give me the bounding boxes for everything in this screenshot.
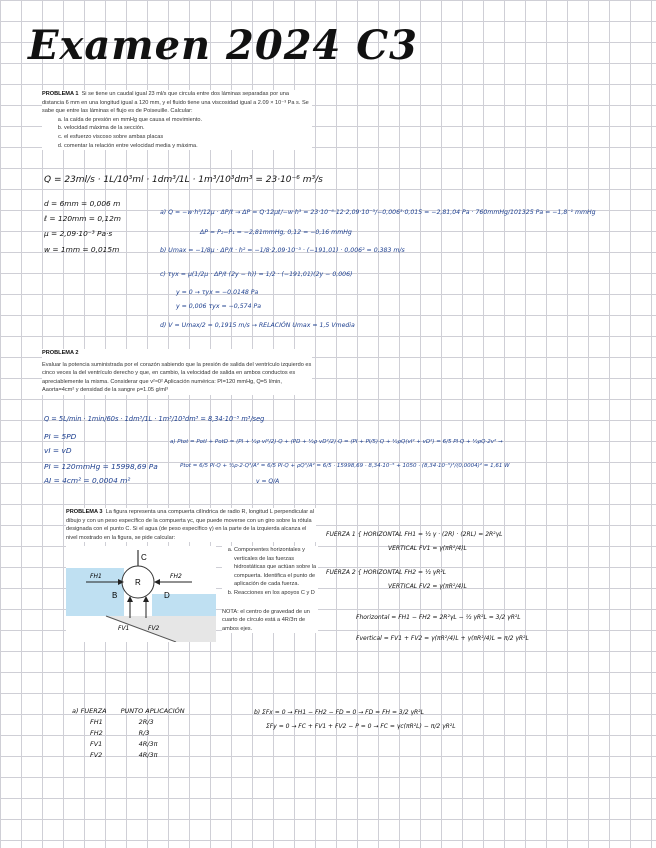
p2-work-area: AI = 4cm² = 0,0004 m² — [44, 476, 131, 485]
gate-figure — [66, 546, 216, 642]
p3-force2-v: VERTICAL FV2 = γ(πR²/4)L — [388, 583, 467, 590]
problem-1-item: c. el esfuerzo viscoso sobre ambas placas — [64, 133, 312, 142]
table-row — [72, 717, 199, 728]
problem-3-statement: La figura representa una compuerta cilíndrica de radio R, longitud L perpendicular al dibujo y con un peso específico de la compuerta γc, que puede moverse con un giro sobre la rótula designada con el punto C. Si el agua (de peso específico γ) en la parte de la izquierda alcanza el nivel mostrado en la figura, se pide calcular: — [66, 509, 315, 541]
p1-solution-a: a) Q = −w·h³/12μ · ΔP/ℓ → ΔP = Q·12μℓ/−w·h³ = 23·10⁻⁶·12·2,09·10⁻³/−0,006³·0,015 = −2,81,04 Pa · 760mmHg/101325 Pa = −1,8⁻¹ mmHg — [160, 209, 596, 216]
p3-fvertical: Fvertical = FV1 + FV2 = γ(πR²/4)L + γ(πR²/4)L = π/2 γR²L — [356, 635, 529, 642]
label-fh1: FH1 — [90, 573, 102, 580]
p3-force2-h: FUERZA 2 { HORIZONTAL FH2 = ½ γR²L — [326, 569, 447, 576]
table-cell: 4R/3π — [138, 740, 158, 748]
label-d: D — [164, 591, 170, 600]
gate-figure-svg — [66, 546, 216, 642]
problem-1-heading: PROBLEMA 1 — [42, 91, 79, 97]
p1-solution-a2: ΔP = P₂−P₁ = −2,81mmHg, 0,12 = −0,16 mmHg — [200, 229, 352, 236]
p1-work-d: d = 6mm = 0,006 m — [44, 199, 121, 208]
problem-3-item: b. Reacciones en los apoyos C y D — [234, 589, 318, 598]
problem-1-statement: Si se tiene un caudal igual 23 ml/s que circula entre dos láminas separadas por una distancia 6 mm en una longitud igual a 120 mm, y el fluido tiene una viscosidad igual a 2.09 × 10⁻³ Pa s. Se sabe que entre las láminas el flujo es de Poiseuille. Calcular: — [42, 91, 309, 115]
problem-1-items — [42, 116, 312, 150]
p1-work-w: w = 1mm = 0,015m — [44, 245, 120, 254]
p1-work-mu: μ = 2,09·10⁻³ Pa·s — [44, 229, 113, 238]
p1-solution-d: d) V = Umax/2 = 0,1915 m/s → RELACIÓN Umax = 1,5 Vmedia — [160, 322, 355, 329]
problem-1-item: d. comentar la relación entre velocidad media y máxima. — [64, 142, 312, 151]
p1-solution-b: b) Umax = −1/8μ · ΔP/ℓ · h² = −1/8·2,09·10⁻³ · (−191,01) · 0,006² = 0,383 m/s — [160, 247, 405, 254]
problem-1-statement-block — [42, 90, 312, 150]
label-b: B — [112, 591, 118, 600]
p3-reaction-x: b) ΣFx = 0 → FH1 − FH2 − FD = 0 → FD = FH = 3/2 γR²L — [254, 709, 424, 716]
table-cell: FV1 — [90, 740, 103, 748]
p3-force1-h: FUERZA 1 { HORIZONTAL FH1 = ½ γ · (2R) · (2RL) = 2R²γL — [326, 531, 503, 538]
table-cell: FV2 — [90, 751, 103, 759]
problem-3-statement-block — [66, 508, 316, 542]
table-cell: FH2 — [90, 729, 103, 737]
p3-application-table — [72, 706, 199, 761]
label-c: C — [141, 553, 147, 562]
p2-work-pi-value: PI = 120mmHg = 15998,69 Pa — [44, 462, 158, 471]
p2-work-q: Q = 5L/min · 1min/60s · 1dm³/1L · 1m³/10³dm³ = 8,34·10⁻⁵ m³/seg — [44, 415, 265, 423]
p3-force1-v: VERTICAL FV1 = γ(πR²/4)L — [388, 545, 467, 552]
label-fv1: FV1 — [118, 625, 130, 632]
problem-1-item: b. velocidad máxima de la sección. — [64, 124, 312, 133]
problem-2-heading: PROBLEMA 2 — [42, 350, 79, 356]
p1-work-q: Q = 23ml/s · 1L/10³ml · 1dm³/1L · 1m³/10³dm³ = 23·10⁻⁶ m³/s — [44, 175, 323, 185]
problem-3-items-block — [222, 546, 318, 633]
p1-solution-c: c) τyx = μ(1/2μ · ΔP/ℓ (2y − h)) = 1/2 · (−191,01)(2y − 0,006) — [160, 271, 353, 278]
problem-2-statement-block — [42, 349, 312, 395]
table-cell: FH1 — [90, 718, 103, 726]
problem-3-items — [222, 546, 318, 598]
table-cell: 4R/3π — [138, 751, 158, 759]
label-r: R — [135, 578, 141, 587]
label-fv2: FV2 — [148, 625, 160, 632]
table-header: PUNTO APLICACIÓN — [120, 707, 185, 715]
table-cell: 2R/3 — [138, 718, 154, 726]
p2-work-pi: PI = 5PD — [44, 432, 77, 441]
p2-work-v: vI = vD — [44, 446, 72, 455]
problem-2-statement: Evaluar la potencia suministrada por el corazón sabiendo que la presión de salida del ventrículo izquierdo es cinco veces la del ventrículo derecho y que, en cambio, la velocidad de salida en ambos conductos es apreciablemente la misma. Considerar que v²≈0² Aplicación numérica: PI=120 mmHg, Q=5 l/min, Aaorta=4cm² y densidad de la sangre ρ=1.05 g/ml³ — [42, 361, 312, 394]
label-fh2: FH2 — [170, 573, 182, 580]
problem-1-item: a. la caída de presión en mmHg que causa el movimiento. — [64, 116, 312, 125]
table-header: a) FUERZA — [72, 707, 107, 715]
problem-3-item: a. Componentes horizontales y verticales de las fuerzas hidrostáticas que actúan sobre la compuerta. Identifica el punto de aplicación de cada fuerza. — [234, 546, 318, 589]
p1-work-l: ℓ = 120mm = 0,12m — [44, 214, 121, 223]
table-row — [72, 739, 199, 750]
p1-solution-c2: y = 0,006 τyx = −0,574 Pa — [176, 303, 262, 310]
problem-3-heading: PROBLEMA 3 — [66, 509, 103, 515]
p1-solution-c1: y = 0 → τyx = −0,0148 Pa — [176, 289, 259, 296]
page-title: Examen 2024 C3 — [28, 22, 418, 69]
p3-reaction-y: ΣFy = 0 → FC + FV1 + FV2 − P = 0 → FC = γc(πR²L) − π/2 γR²L — [266, 723, 456, 730]
table-row — [72, 750, 199, 761]
table-cell: R/3 — [138, 729, 150, 737]
p2-solution-v: v = Q/A — [256, 478, 280, 485]
problem-3-note: NOTA: el centro de gravedad de un cuarto de círculo está a 4R/3π de ambos ejes. — [222, 608, 310, 632]
p3-fhorizontal: Fhorizontal = FH1 − FH2 = 2R²γL − ½ γR²L = 3/2 γR²L — [356, 614, 521, 621]
table-row — [72, 728, 199, 739]
p2-solution-a: a) Ptot = PotI + PotD = (PI + ½ρ vI²/2)·Q + (PD + ½ρ vD²/2)·Q = (PI + PI/5)·Q + ½ρQ(vI² + vD²) = 6/5 PI·Q + ½ρQ·2v² → — [170, 439, 503, 445]
p2-solution-ptot: Ptot = 6/5 PI·Q + ½ρ·2·Q³/A² = 6/5 PI·Q + ρQ³/A² = 6/5 · 15998,69 · 8,34·10⁻⁵ + 1050 · (8,34·10⁻⁵)³/(0,0004)² = 1,61 W — [180, 463, 510, 469]
